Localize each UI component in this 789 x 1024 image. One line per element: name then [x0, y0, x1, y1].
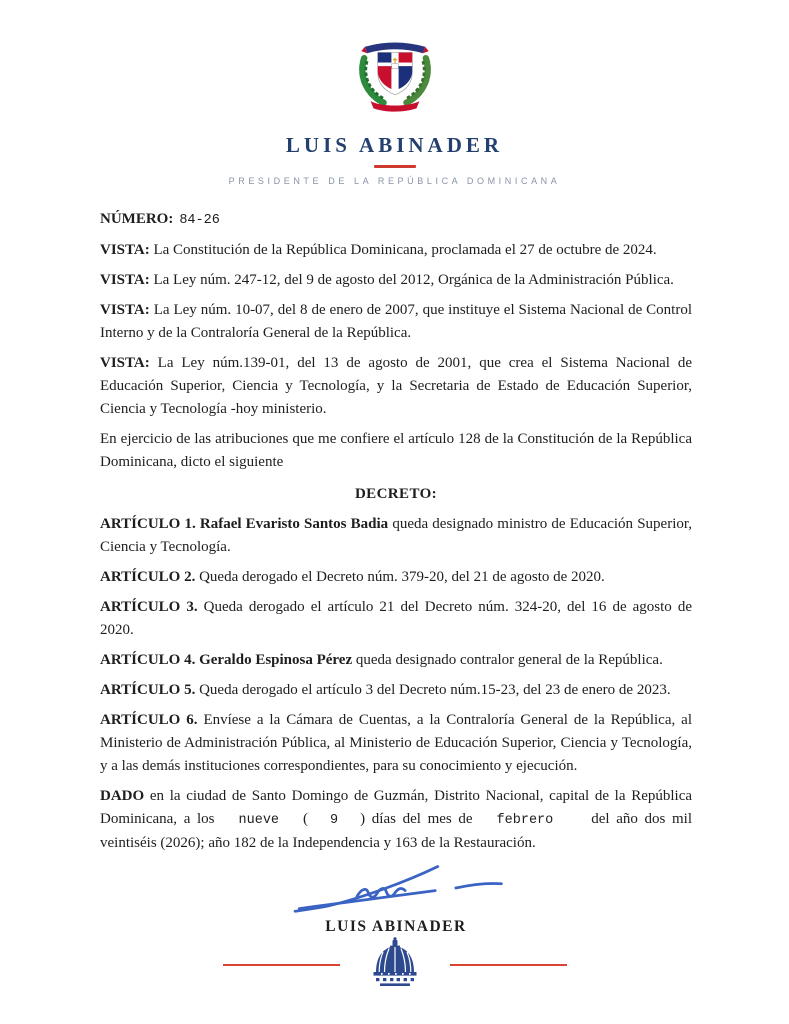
dominican-coat-of-arms-icon	[352, 33, 438, 120]
decreto-heading: DECRETO:	[354, 486, 438, 502]
articulo-paragraph: ARTÍCULO 2. Queda derogado el Decreto núm. 379-20, del 21 de agosto de 2020.	[100, 569, 605, 585]
signature-scribble-icon	[289, 862, 504, 914]
vista-paragraph: VISTA: La Constitución de la República Dominicana, proclamada el 27 de octubre de 2024.	[100, 242, 657, 258]
appointee-name: Geraldo Espinosa Pérez	[199, 652, 353, 668]
articulo-paragraph: ARTÍCULO 1. Rafael Evaristo Santos Badia queda designado ministro de Educación Superior, Ciencia y Tecnología.	[100, 516, 693, 555]
decree-body	[0, 186, 789, 938]
numero-label: NÚMERO:	[100, 211, 174, 227]
vista-paragraph: VISTA: La Ley núm. 10-07, del 8 de enero de 2007, que instituye el Sistema Nacional de Control Interno y de la Contraloría General de la República.	[100, 302, 693, 341]
palace-dome-icon	[372, 937, 418, 992]
vista-paragraph: VISTA: La Ley núm.139-01, del 13 de agosto de 2001, que crea el Sistema Nacional de Educación Superior, Ciencia y Tecnología, y la Secretaria de Estado de Educación Superior, Ciencia y Tecnología -hoy ministerio.	[100, 355, 693, 417]
articulo-paragraph: ARTÍCULO 6. Envíese a la Cámara de Cuentas, a la Contraloría General de la República, al Ministerio de Administración Pública, al Ministerio de Educación Superior, Ciencia y Tecnología, y a las demás instituciones correspondientes, para su conocimiento y ejecución.	[100, 712, 692, 774]
filled-day-word: nueve	[238, 813, 280, 828]
president-title: PRESIDENTE DE LA REPÚBLICA DOMINICANA	[228, 176, 561, 186]
numero-value: 84-26	[179, 213, 220, 228]
articulo-paragraph: ARTÍCULO 4. Geraldo Espinosa Pérez queda designado contralor general de la República.	[100, 652, 663, 668]
articulo-paragraph: ARTÍCULO 3. Queda derogado el artículo 21 del Decreto núm. 324-20, del 16 de agosto de 2020.	[100, 599, 692, 638]
intro-paragraph: En ejercicio de las atribuciones que me confiere el artículo 128 de la Constitución de la República Dominicana, dicto el siguiente	[100, 431, 692, 470]
appointee-name: Rafael Evaristo Santos Badia	[199, 516, 389, 532]
page-footer	[0, 937, 789, 992]
dado-paragraph: DADO en la ciudad de Santo Domingo de Guzmán, Distrito Nacional, capital de la República Dominicana, a los nueve ( 9 ) días del mes de febrero del año dos mil veintiséis (2026); año 182 de la Independencia y 163 de la Restauración.	[100, 788, 693, 851]
vista-paragraph: VISTA: La Ley núm. 247-12, del 9 de agosto del 2012, Orgánica de la Administración Pública.	[100, 272, 674, 288]
articulo-paragraph: ARTÍCULO 5. Queda derogado el artículo 3 del Decreto núm.15-23, del 23 de enero de 2023.	[100, 682, 671, 698]
signatory-name: LUIS ABINADER	[325, 918, 467, 935]
red-divider	[374, 165, 416, 168]
filled-month: febrero	[496, 813, 554, 828]
filled-day-number: 9	[330, 813, 339, 828]
letterhead	[0, 0, 789, 186]
footer-right-rule	[450, 964, 567, 966]
decree-number	[100, 208, 692, 232]
president-name: LUIS ABINADER	[285, 133, 504, 157]
signature-block	[100, 862, 692, 938]
footer-left-rule	[223, 964, 340, 966]
